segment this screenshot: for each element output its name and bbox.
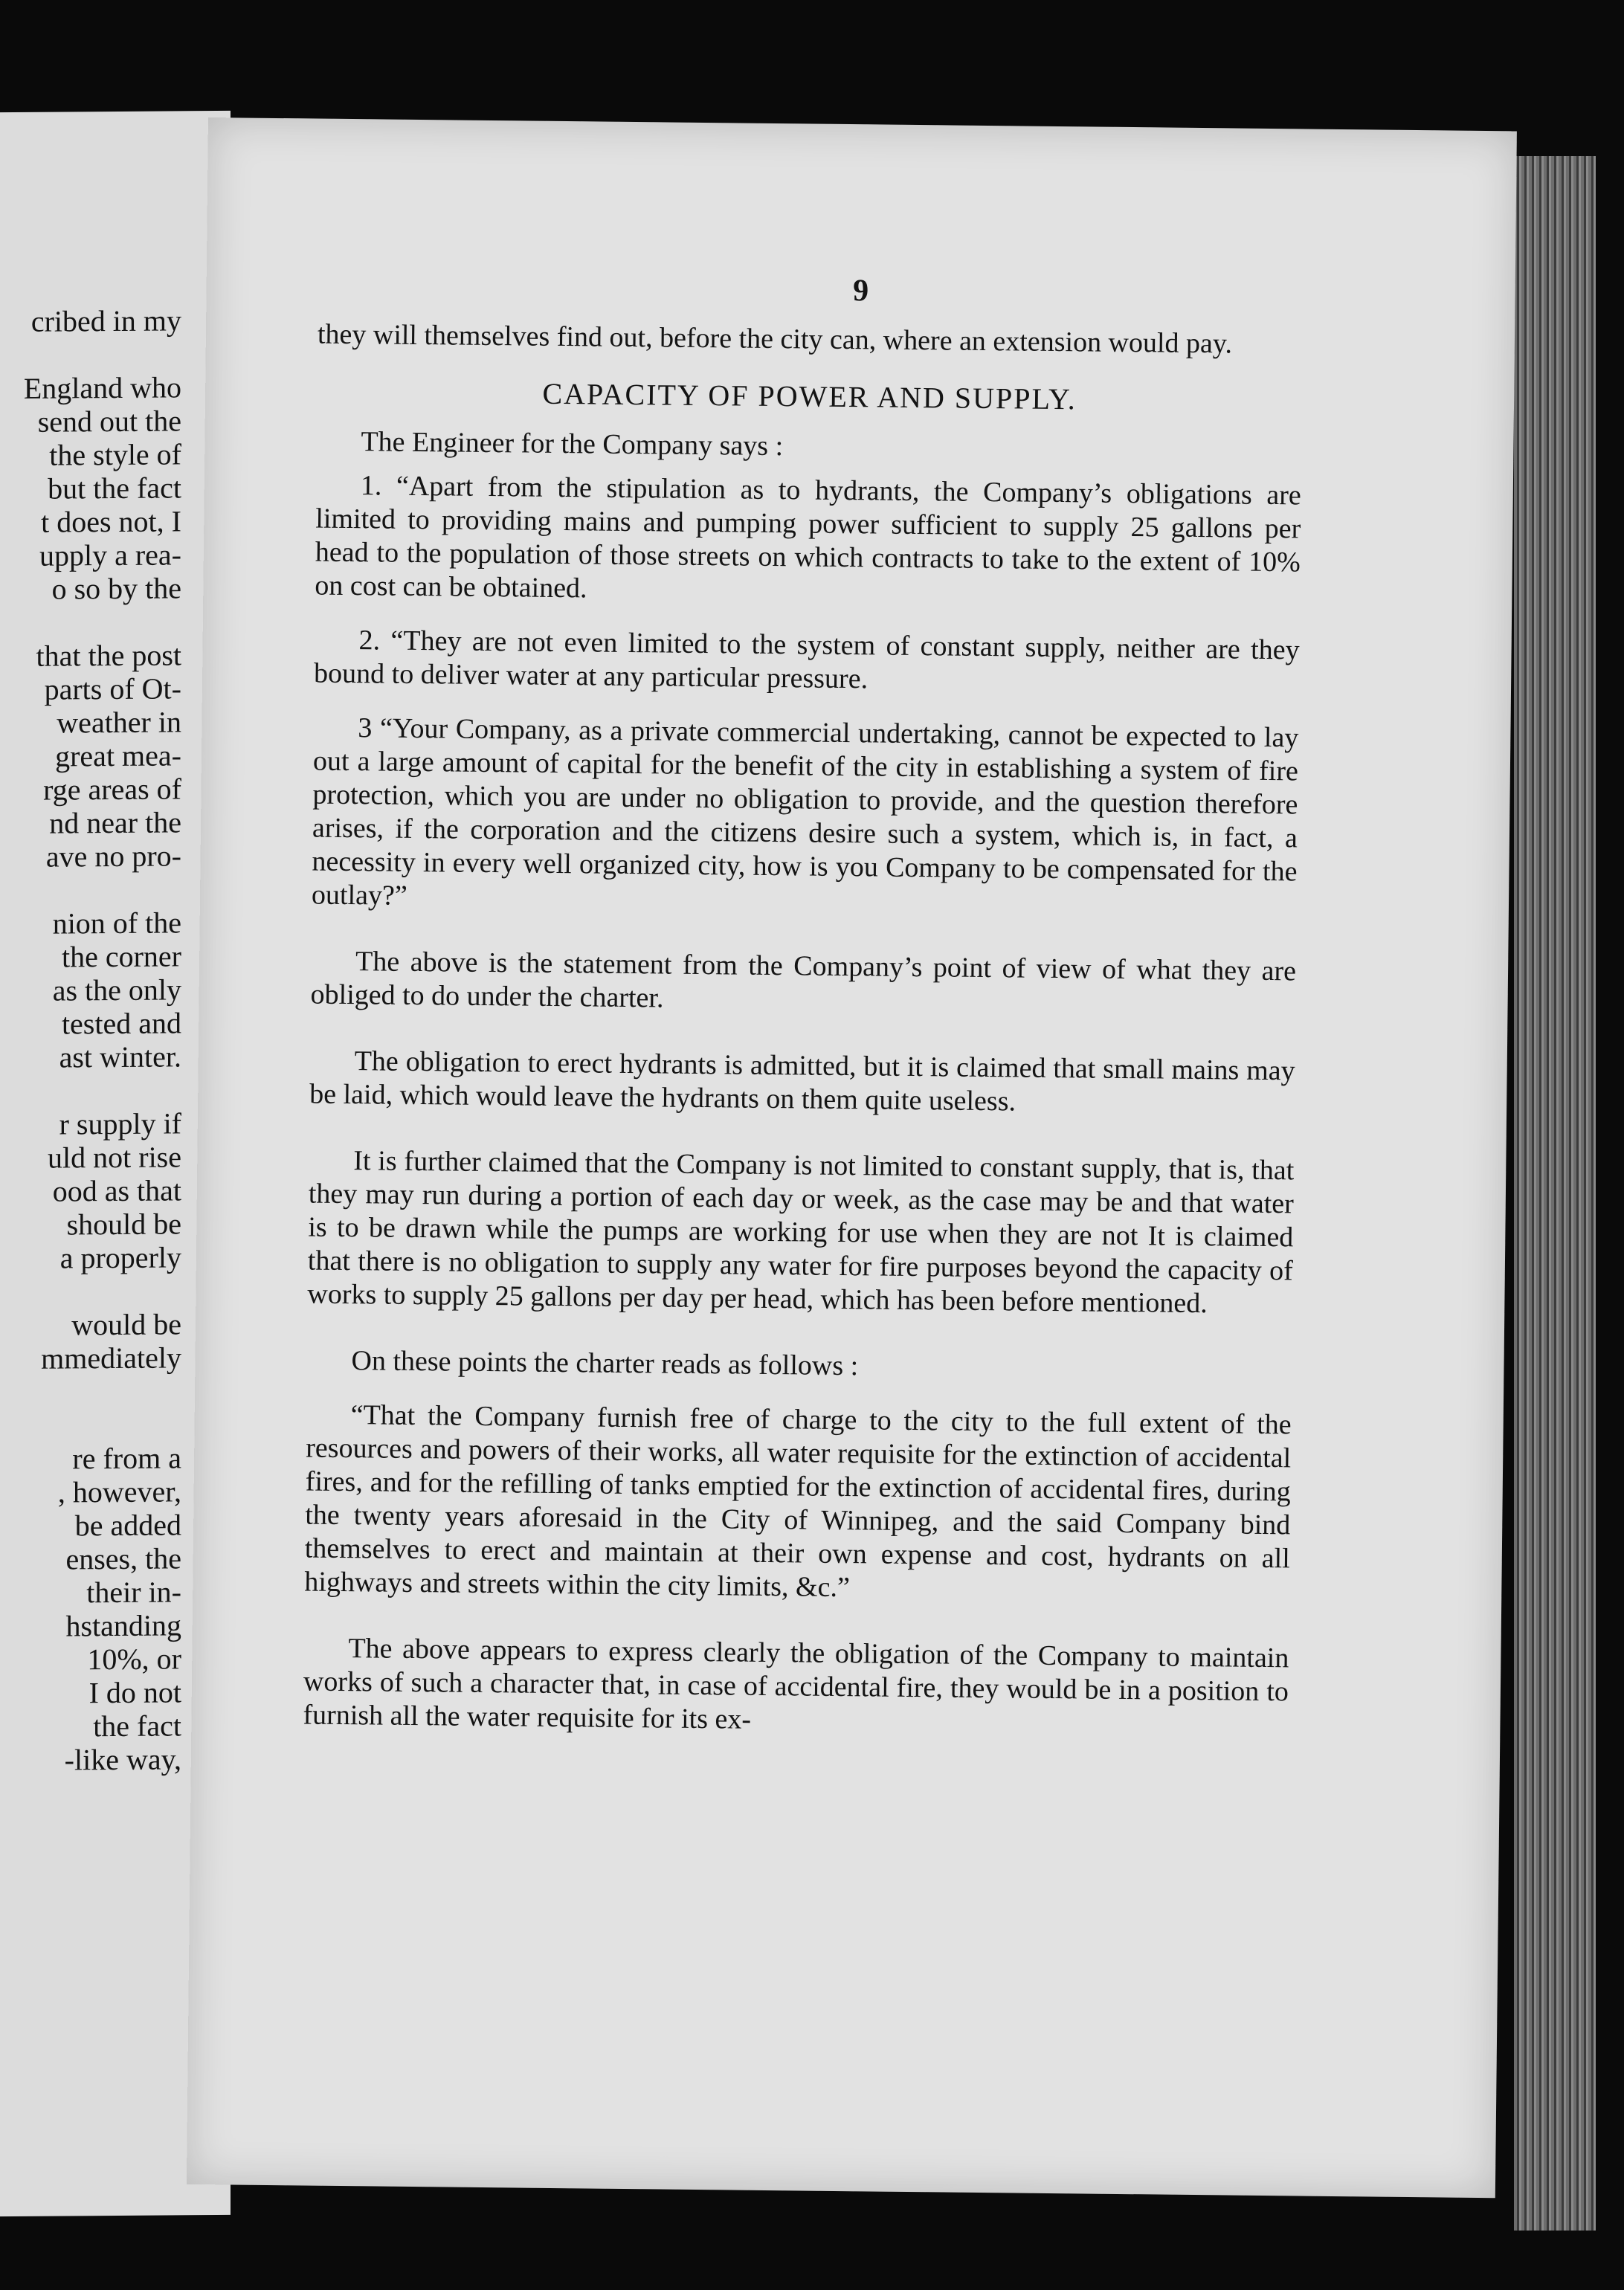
left-page-line: uld not rise (48, 1140, 181, 1175)
left-page-line: hstanding (65, 1608, 181, 1643)
charter-quote: “That the Company furnish free of charge to the city to the full extent of the resources and powers of their works, all water requisite for the extinction of accidental fires, and for the refilling of tanks emptied for the extinction of accidental fires, during the twenty years aforesaid in the City of Winnipeg, and the said Company bind themselves to erect and maintain at their own expense and cost, hydrants on all highways and streets within the city limits, &c.” (304, 1399, 1292, 1604)
left-page-line: the fact (93, 1709, 181, 1744)
left-page-line: nd near the (49, 805, 181, 840)
engineer-quote-2: 2. “They are not even limited to the system of constant supply, neither are they bound to deliver water at any particular pressure. (313, 625, 1300, 695)
left-page-line: be added (74, 1508, 181, 1543)
left-page-line: ave no pro- (45, 839, 181, 874)
engineer-quote-3: 3 “Your Company, as a private commercial undertaking, cannot be expected to lay out a large amount of capital for the benefit of the city in establishing a system of fire protection, which you are under no obligation to provide, and the question therefore arises, if the corporation and the citizens desire such a system, which is, in fact, a necessity in every well organized city, how is you Company to be compensated for the outlay?” (311, 712, 1299, 912)
left-page-line: t does not, I (41, 504, 181, 539)
left-page-line: mmediately (41, 1341, 181, 1375)
engineer-intro: The Engineer for the Company says : (361, 426, 784, 462)
hydrants-paragraph: The obligation to erect hydrants is admitted, but it is claimed that small mains may be laid, which would leave the hydrants on them quite useless. (309, 1045, 1295, 1117)
page-body (303, 318, 1303, 1743)
left-page-line: great mea- (55, 738, 181, 773)
left-page-line: r supply if (59, 1106, 181, 1141)
supply-paragraph: It is further claimed that the Company is not limited to constant supply, that is, that they may run during a portion of each day or week, as the case may be and that water is to be drawn while the pumps are working for use when they are not It is claimed that there is no obligation to supply any water for fire purposes beyond the capacity of works to supply 25 gallons per day per head, which has been before mentioned. (307, 1145, 1295, 1320)
left-page-line: should be (66, 1207, 181, 1242)
left-page-line: nion of the (52, 906, 181, 941)
section-heading: CAPACITY OF POWER AND SUPPLY. (542, 376, 1077, 416)
left-page-line: I do not (88, 1675, 181, 1710)
left-page-line: rge areas of (43, 772, 181, 807)
left-page-line: as the only (52, 973, 181, 1007)
engineer-quote-1: 1. “Apart from the stipulation as to hydrants, the Company’s obligations are limited to providing mains and pumping power sufficient to supply 25 gallons per head to the population of those streets on which contracts to take to the extent of 10% on cost can be obtained. (315, 470, 1301, 604)
left-page-line: that the post (36, 638, 181, 673)
left-page-line: the style of (49, 437, 181, 472)
left-page-line: would be (71, 1307, 181, 1342)
charter-intro: On these points the charter reads as follows : (351, 1345, 859, 1382)
left-page-line: upply a rea- (39, 538, 181, 572)
left-page-line: cribed in my (30, 303, 181, 338)
left-page-line: a properly (59, 1240, 181, 1275)
left-page-line: parts of Ot- (44, 671, 181, 706)
final-paragraph: The above appears to express clearly the obligation of the Company to maintain works of such a character that, in case of accidental fire, they would be in a position to furnish all the water requisite for its ex- (303, 1633, 1289, 1735)
page-block-edge (1514, 156, 1596, 2231)
left-page-line: enses, the (65, 1541, 181, 1576)
left-page-line: ood as that (52, 1173, 181, 1208)
left-page-line: , however, (57, 1474, 181, 1509)
left-page-line: the corner (61, 939, 181, 974)
left-page-line: ast winter. (59, 1039, 181, 1074)
left-page-line: -like way, (64, 1742, 181, 1777)
left-page-line: but the fact (48, 471, 181, 506)
left-page-line: tested and (61, 1006, 181, 1041)
left-page-line: 10%, or (87, 1642, 181, 1677)
right-page (187, 117, 1517, 2198)
left-page-line: England who (23, 370, 181, 405)
page-number: 9 (852, 274, 869, 309)
statement-paragraph: The above is the statement from the Company’s point of view of what they are obliged to do under the charter. (310, 946, 1297, 1014)
continuation-paragraph: they will themselves find out, before the city can, where an extension would pay. (317, 318, 1233, 360)
left-page-line: send out the (37, 404, 181, 439)
left-page-line: their in- (86, 1575, 181, 1610)
left-page-line: o so by the (51, 571, 181, 606)
left-page-line: re from a (72, 1441, 181, 1476)
left-page-line: weather in (57, 705, 181, 740)
